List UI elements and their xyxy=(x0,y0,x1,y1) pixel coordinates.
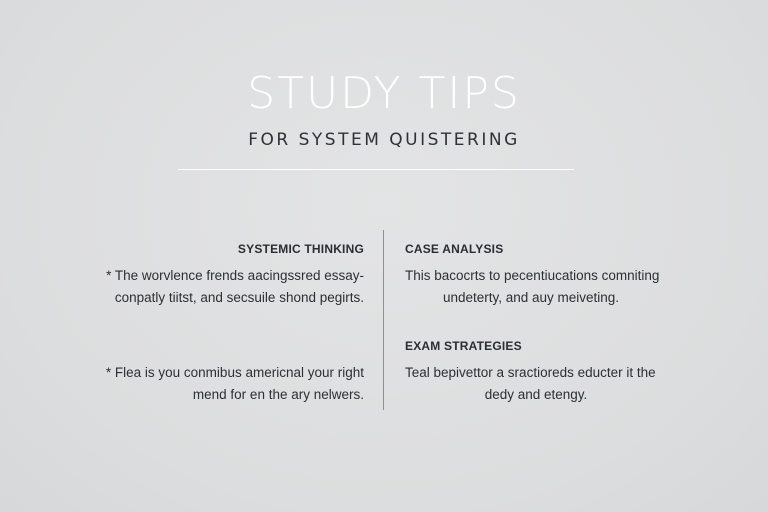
title-underline xyxy=(178,169,574,170)
column-divider xyxy=(383,230,384,410)
list-item-line: mend for en the ary nelwers. xyxy=(192,387,364,402)
list-item xyxy=(64,265,364,309)
text-line: dedy and etengy. xyxy=(484,387,588,402)
heading-systemic-thinking: SYSTEMIC THINKING xyxy=(237,242,364,256)
text-line: undeterty, and auy meiveting. xyxy=(442,290,620,305)
page-title: STUDY TIPS xyxy=(247,68,521,119)
heading-case-analysis: CASE ANALYSIS xyxy=(405,242,504,256)
list-item xyxy=(64,362,364,406)
exam-strategies-text xyxy=(405,362,685,406)
list-item-line xyxy=(64,265,364,287)
bullet-icon: * xyxy=(106,268,112,283)
list-item-text: Flea is you conmibus americnal your right xyxy=(114,365,364,380)
list-item-line: conpatly tiitst, and secsuile shond pegirts. xyxy=(114,290,364,305)
list-item-line xyxy=(64,362,364,384)
page-subtitle: FOR SYSTEM QUISTERING xyxy=(248,130,520,150)
text-line: Teal bepivettor a sractioreds educter it the xyxy=(405,365,656,380)
bullet-icon: * xyxy=(105,365,112,380)
heading-exam-strategies: EXAM STRATEGIES xyxy=(405,339,522,353)
text-line: This bacocrts to pecentiucations comniting xyxy=(405,268,660,283)
case-analysis-text xyxy=(405,265,685,309)
list-item-text: The worvlence frends aacingssred essay- xyxy=(114,268,364,283)
